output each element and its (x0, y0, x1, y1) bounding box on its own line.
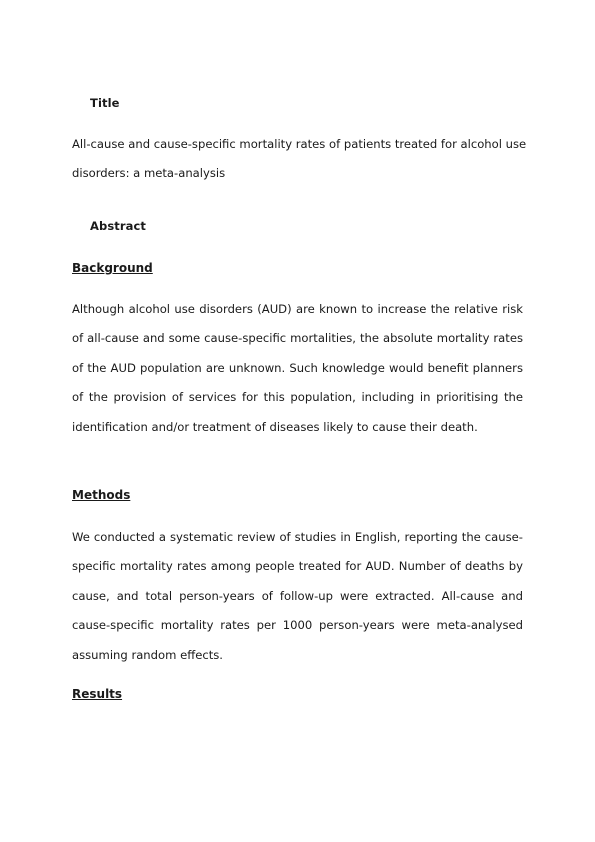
abstract-heading: Abstract (90, 219, 147, 233)
results-heading: Results (72, 687, 123, 701)
title-heading: Title (90, 96, 120, 110)
methods-paragraph: We conducted a systematic review of studies in English, reporting the cause-specific mortality rates among people treated for AUD. Number of deaths by cause, and total person-years of follow-up were extracted. All-cause and cause-specific mortality rates per 1000 person-years were meta-analysed assuming random effects. (72, 530, 523, 662)
paper-title: All-cause and cause-specific mortality rates of patients treated for alcohol use disorders: a meta-analysis (72, 137, 527, 180)
methods-heading: Methods (72, 488, 131, 502)
background-heading: Background (72, 261, 153, 275)
background-paragraph: Although alcohol use disorders (AUD) are known to increase the relative risk of all-cause and some cause-specific mortalities, the absolute mortality rates of the AUD population are unknown. Such knowledge would benefit planners of the provision of services for this population, including in prioritising the identification and/or treatment of diseases likely to cause their death. (72, 302, 523, 434)
